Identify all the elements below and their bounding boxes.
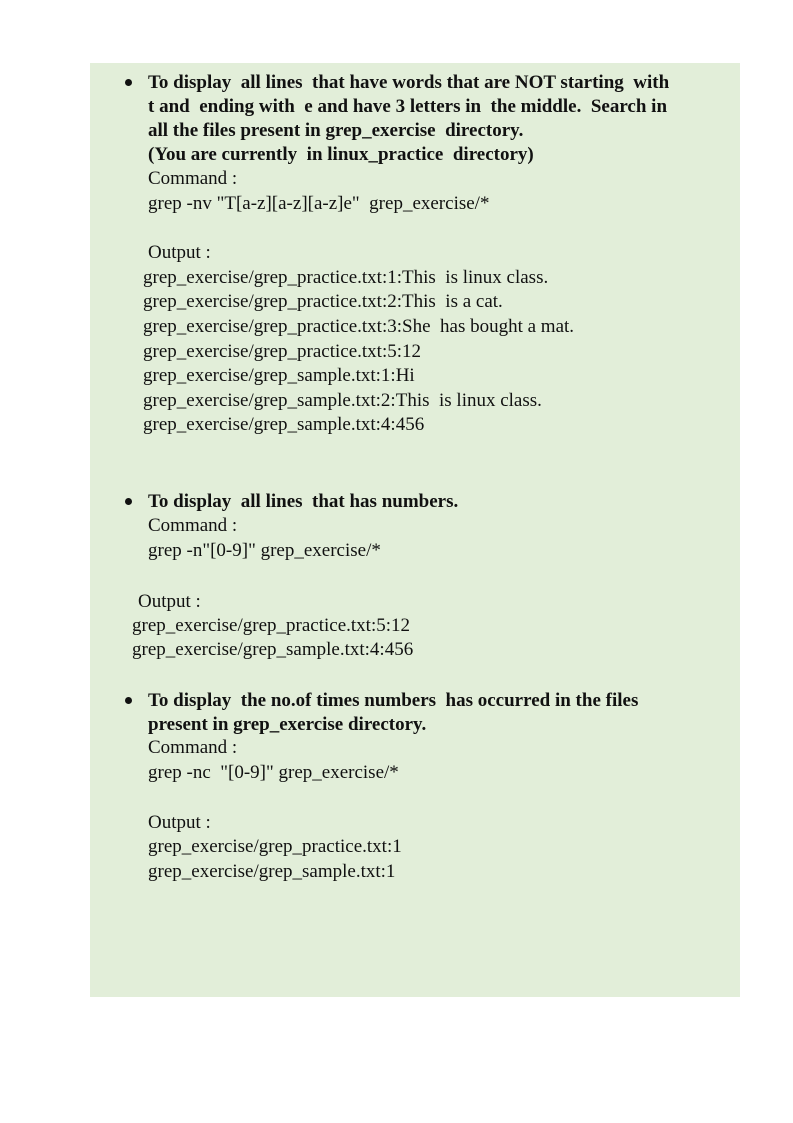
section-3-heading-line-1: To display the no.of times numbers has occurred in the files bbox=[148, 690, 639, 711]
bullet-icon bbox=[125, 79, 132, 86]
section-2-output-line-1: grep_exercise/grep_practice.txt:5:12 bbox=[132, 615, 411, 636]
section-3-command-label: Command : bbox=[148, 737, 238, 758]
section-3-command: grep -nc "[0-9]" grep_exercise/* bbox=[148, 762, 399, 783]
section-1-command-label: Command : bbox=[148, 168, 238, 189]
section-1-command: grep -nv "T[a-z][a-z][a-z]e" grep_exercise/* bbox=[148, 193, 490, 214]
section-1-heading-line-4: (You are currently in linux_practice directory) bbox=[148, 144, 534, 165]
section-2-output-label: Output : bbox=[138, 591, 201, 612]
section-3-heading-line-2: present in grep_exercise directory. bbox=[148, 714, 427, 735]
section-1-heading-line-1: To display all lines that have words that are NOT starting with bbox=[148, 72, 670, 93]
bullet-icon bbox=[125, 498, 132, 505]
section-3-output-label: Output : bbox=[148, 812, 211, 833]
section-1-output-label: Output : bbox=[148, 242, 211, 263]
section-1-output-line-7: grep_exercise/grep_sample.txt:4:456 bbox=[143, 414, 425, 435]
section-2-output-line-2: grep_exercise/grep_sample.txt:4:456 bbox=[132, 639, 414, 660]
section-1-output-line-3: grep_exercise/grep_practice.txt:3:She has bought a mat. bbox=[143, 316, 575, 337]
section-2-command: grep -n"[0-9]" grep_exercise/* bbox=[148, 540, 381, 561]
section-1-output-line-4: grep_exercise/grep_practice.txt:5:12 bbox=[143, 341, 422, 362]
section-3-output-line-1: grep_exercise/grep_practice.txt:1 bbox=[148, 836, 402, 857]
section-1-heading-line-3: all the files present in grep_exercise directory. bbox=[148, 120, 524, 141]
section-3-output-line-2: grep_exercise/grep_sample.txt:1 bbox=[148, 861, 396, 882]
section-1-output-line-5: grep_exercise/grep_sample.txt:1:Hi bbox=[143, 365, 415, 386]
section-1-output-line-6: grep_exercise/grep_sample.txt:2:This is linux class. bbox=[143, 390, 542, 411]
section-1-output-line-2: grep_exercise/grep_practice.txt:2:This is a cat. bbox=[143, 291, 503, 312]
section-1-output-line-1: grep_exercise/grep_practice.txt:1:This is linux class. bbox=[143, 267, 549, 288]
bullet-icon bbox=[125, 697, 132, 704]
section-2-command-label: Command : bbox=[148, 515, 238, 536]
section-2-heading-line-1: To display all lines that has numbers. bbox=[148, 491, 459, 512]
section-1-heading-line-2: t and ending with e and have 3 letters in the middle. Search in bbox=[148, 96, 668, 117]
